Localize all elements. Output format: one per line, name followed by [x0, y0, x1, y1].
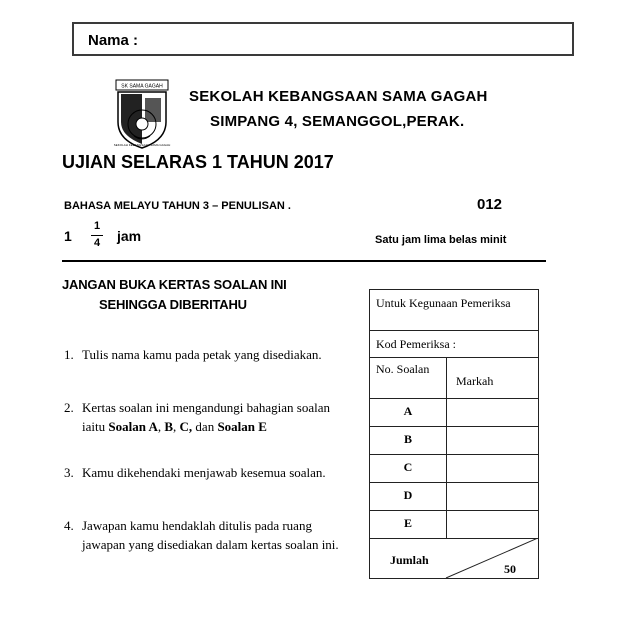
examiner-code-label: Kod Pemeriksa : [376, 337, 456, 351]
name-field-box[interactable] [72, 22, 574, 56]
instruction-number: 2. [64, 400, 74, 415]
section-e-row: E [403, 516, 412, 530]
duration-unit: jam [117, 228, 142, 244]
instruction-text: Jawapan kamu hendaklah ditulis pada ruang jawapan yang disediakan dalam kertas soalan ini. [82, 518, 339, 552]
exam-title: UJIAN SELARAS 1 TAHUN 2017 [62, 152, 334, 172]
section-b-row: B [403, 432, 412, 446]
instruction-text: Tulis nama kamu pada petak yang disediakan. [82, 347, 322, 362]
section-c-label: C, [179, 419, 193, 434]
subject-line: BAHASA MELAYU TAHUN 3 – PENULISAN . [64, 200, 291, 212]
total-label: Jumlah [390, 553, 429, 567]
duration-whole: 1 [64, 228, 72, 244]
fraction-bar [91, 235, 103, 236]
instruction-number: 4. [64, 518, 74, 533]
name-label: Nama : [88, 32, 139, 49]
instruction-text [82, 398, 342, 436]
school-name: SEKOLAH KEBANGSAAN SAMA GAGAH [189, 88, 488, 105]
section-e-label: Soalan E [217, 419, 267, 434]
section-d-row: D [403, 488, 413, 502]
column-header-markah: Markah [456, 374, 494, 388]
paper-code: 012 [477, 196, 503, 213]
table-rule [370, 330, 538, 331]
section-c-row: C [403, 460, 413, 474]
instruction-text-part: Kertas soalan ini mengandungi bahagian soalan iaitu [82, 400, 331, 434]
instruction-text-part: dan [192, 419, 218, 434]
table-rule [370, 482, 538, 483]
separator: , [157, 419, 165, 434]
duration-denominator: 4 [93, 237, 101, 249]
section-a-row: A [403, 404, 413, 418]
table-rule [370, 426, 538, 427]
warning-line-1: JANGAN BUKA KERTAS SOALAN INI [62, 277, 287, 292]
instruction-number: 1. [64, 347, 74, 362]
table-rule [370, 357, 538, 358]
duration-words: Satu jam lima belas minit [375, 234, 507, 246]
instruction-number: 3. [64, 465, 74, 480]
header-divider [62, 260, 546, 262]
school-address: SIMPANG 4, SEMANGGOL,PERAK. [210, 113, 465, 130]
section-b-label: B [164, 419, 174, 434]
separator: , [173, 419, 180, 434]
table-rule [370, 510, 538, 511]
school-logo [112, 78, 172, 150]
table-rule [370, 398, 538, 399]
logo-ring-text: SEKOLAH KEBANGSAAN SAMA GAGAH [113, 143, 171, 147]
section-a-label: Soalan A [108, 419, 158, 434]
logo-banner-text: SK SAMA GAGAH [121, 83, 163, 90]
instruction-text: Kamu dikehendaki menjawab kesemua soalan. [82, 465, 326, 480]
warning-line-2: SEHINGGA DIBERITAHU [99, 297, 247, 312]
total-max-score: 50 [504, 562, 516, 576]
duration-numerator: 1 [93, 220, 101, 232]
column-header-no: No. Soalan [376, 362, 430, 376]
examiner-table-title: Untuk Kegunaan Pemeriksa [376, 296, 511, 310]
examiner-table [369, 289, 539, 579]
table-rule [370, 454, 538, 455]
